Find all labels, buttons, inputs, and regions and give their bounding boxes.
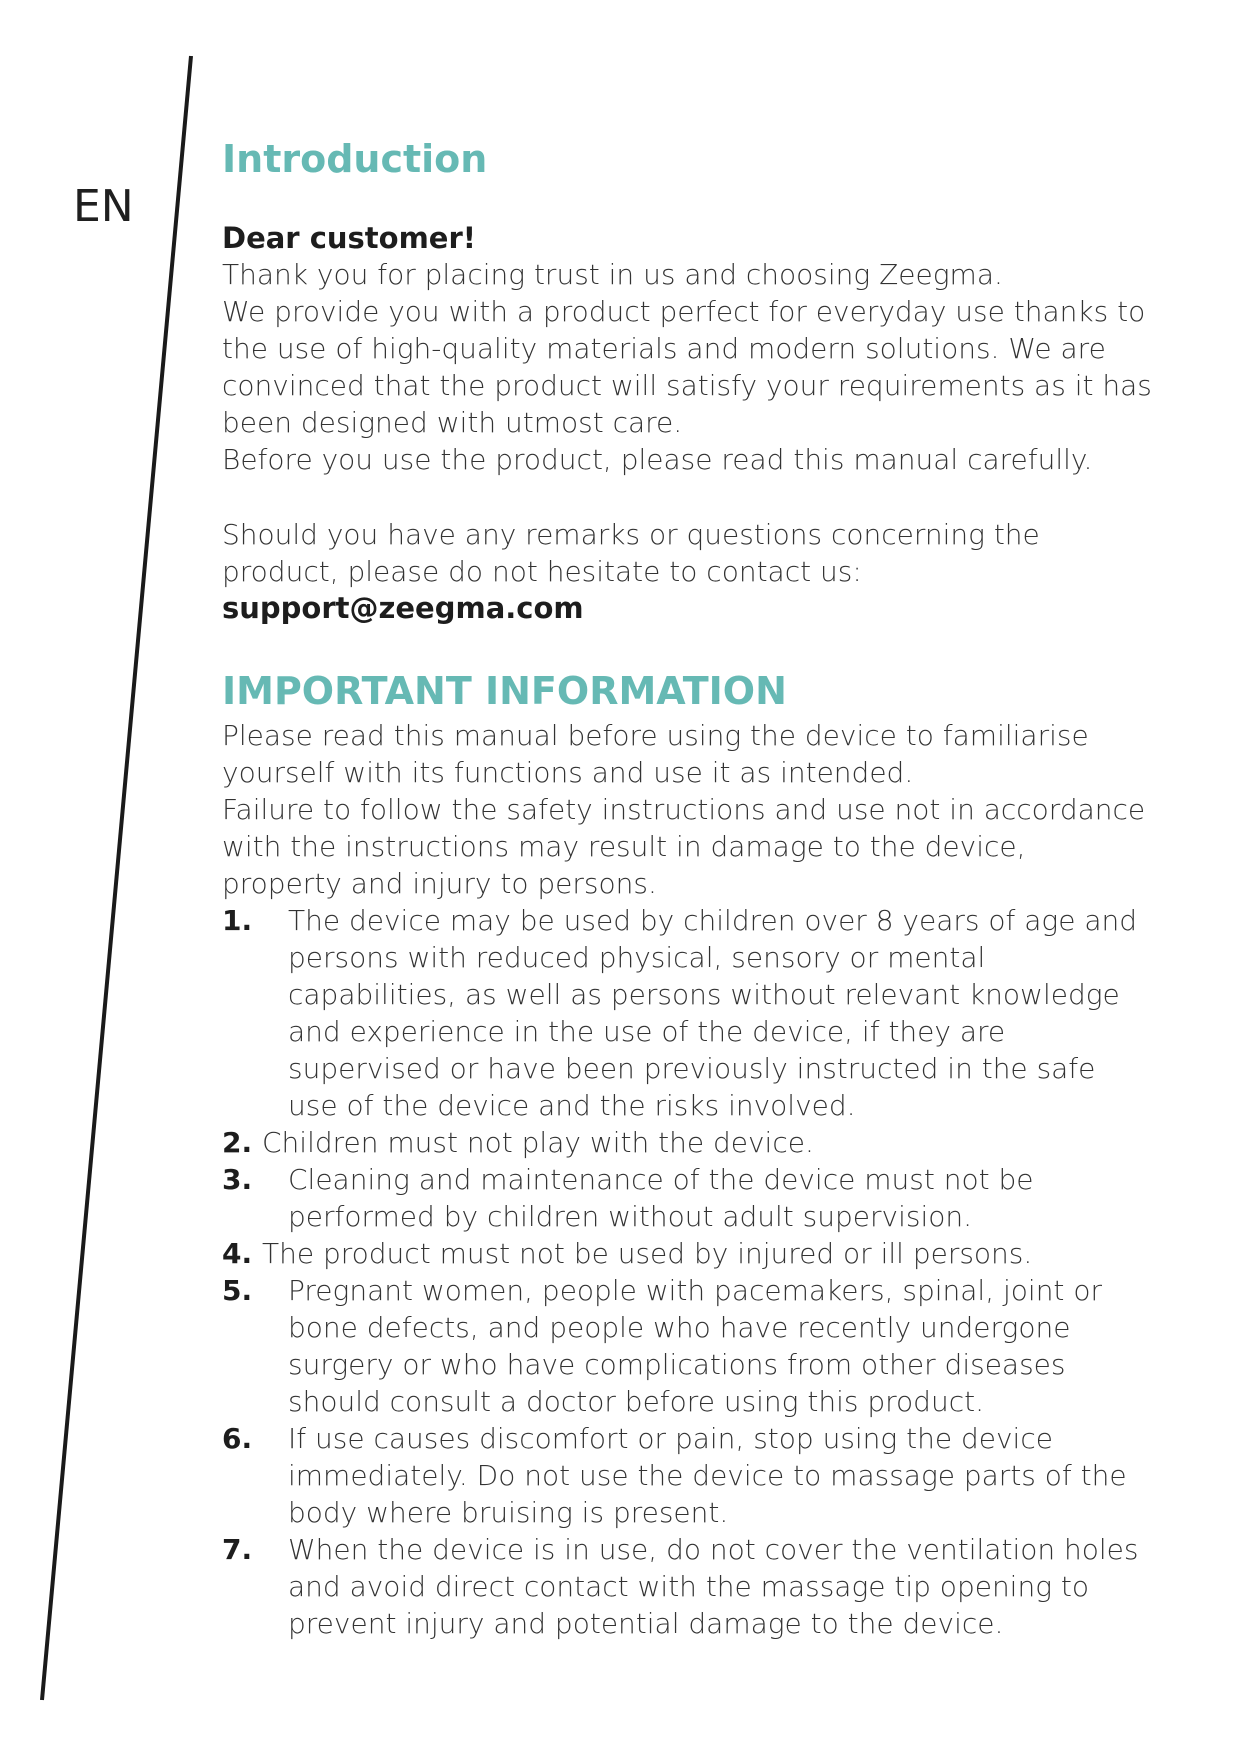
list-item-text: The device may be used by children over 8 years of age and persons with reduced physical, sensory or mental capabilities, as well as persons without relevant knowledge and experience in the use of the device, if they are supervised or have been previously instructed in the safe use of the device and the risks involved. — [288, 904, 1138, 1123]
list-item-text: Children must not play with the device. — [262, 1126, 814, 1160]
greeting: Dear customer! — [222, 220, 477, 255]
intro-paragraph-2: We provide you with a product perfect for everyday use thanks to the use of high-quality materials and modern solutions. We are convinced that the product will satisfy your requirements as it has been designed with utmost care. — [222, 294, 1152, 439]
list-item — [222, 1420, 1152, 1531]
intro-paragraph-3: Before you use the product, please read this manual carefully. — [222, 442, 1093, 476]
support-email: support@zeegma.com — [222, 590, 584, 625]
list-item-number: 1. — [222, 904, 253, 938]
list-item-number: 6. — [222, 1422, 253, 1456]
list-item-number: 5. — [222, 1274, 253, 1308]
important-paragraph-2: Failure to follow the safety instructions and use not in accordance with the instructions may result in damage to the device, property and injury to persons. — [222, 793, 1146, 901]
list-item — [222, 1272, 1152, 1420]
list-item — [222, 1235, 1152, 1272]
list-item-text: When the device is in use, do not cover the ventilation holes and avoid direct contact with the massage tip opening to prevent injury and potential damage to the device. — [288, 1533, 1139, 1641]
spacer — [222, 478, 1152, 516]
language-label: EN — [73, 181, 134, 232]
important-info-heading: IMPORTANT INFORMATION — [222, 668, 787, 713]
list-item — [222, 1124, 1152, 1161]
intro-paragraph-1: Thank you for placing trust in us and choosing Zeegma. — [222, 257, 1003, 291]
list-item-text: The product must not be used by injured or ill persons. — [262, 1237, 1033, 1271]
introduction-heading: Introduction — [222, 137, 488, 181]
list-item-text: Cleaning and maintenance of the device must not be performed by children without adult supervision. — [288, 1163, 1034, 1234]
manual-content — [222, 138, 1152, 1642]
list-item-text: Pregnant women, people with pacemakers, spinal, joint or bone defects, and people who have recently undergone surgery or who have complications from other diseases should consult a doctor before using this product. — [288, 1274, 1102, 1419]
list-item — [222, 1531, 1152, 1642]
list-item-number: 3. — [222, 1163, 253, 1197]
list-item-text: If use causes discomfort or pain, stop using the device immediately. Do not use the device to massage parts of the body where bruising is present. — [288, 1422, 1127, 1530]
safety-list — [222, 902, 1152, 1642]
intro-paragraph-4: Should you have any remarks or questions concerning the product, please do not hesitate to contact us: — [222, 517, 1040, 588]
list-item-number: 4. — [222, 1237, 253, 1271]
list-item — [222, 1161, 1152, 1235]
list-item — [222, 902, 1152, 1124]
list-item-number: 7. — [222, 1533, 253, 1567]
important-paragraph-1: Please read this manual before using the device to familiarise yourself with its functions and use it as intended. — [222, 719, 1089, 790]
list-item-number: 2. — [222, 1126, 253, 1160]
